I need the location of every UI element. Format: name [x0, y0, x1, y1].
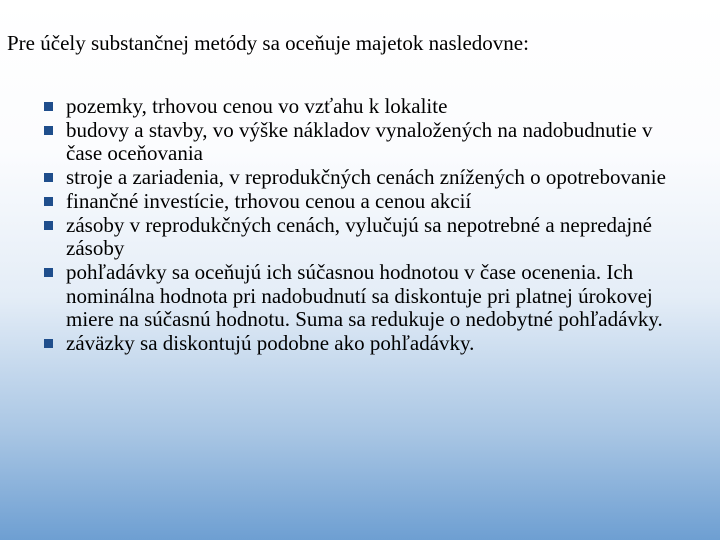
- bullet-text: záväzky sa diskontujú podobne ako pohľadávky.: [66, 331, 475, 356]
- square-bullet-icon: [44, 221, 53, 230]
- square-bullet-icon: [44, 102, 53, 111]
- bullet-text: finančné investície, trhovou cenou a cenou akcií: [66, 188, 472, 213]
- bullet-text: zásoby v reprodukčných cenách, vylučujú sa nepotrebné a nepredajné zásoby: [66, 212, 653, 261]
- bullet-item-stroje: [44, 166, 684, 190]
- bullet-list: [44, 95, 684, 356]
- bullet-text: budovy a stavby, vo výške nákladov vynaložených na nadobudnutie v čase oceňovania: [66, 117, 653, 166]
- square-bullet-icon: [44, 268, 53, 277]
- slide-heading: Pre účely substančnej metódy sa oceňuje majetok nasledovne:: [7, 31, 529, 55]
- bullet-text: pohľadávky sa oceňujú ich súčasnou hodnotou v čase ocenenia. Ich nominálna hodnota pri nadobudnutí sa diskontuje pri platnej úrokovej miere na súčasnú hodnotu. Suma sa redukuje o nedobytné pohľadávky.: [66, 259, 663, 332]
- bullet-text: stroje a zariadenia, v reprodukčných cenách znížených o opotrebovanie: [66, 165, 666, 190]
- bullet-item-pohladavky: [44, 261, 684, 332]
- bullet-item-pozemky: [44, 95, 684, 119]
- bullet-item-zavazky: [44, 332, 684, 356]
- bullet-item-zasoby: [44, 214, 684, 261]
- bullet-item-financne-investicie: [44, 190, 684, 214]
- square-bullet-icon: [44, 339, 53, 348]
- square-bullet-icon: [44, 173, 53, 182]
- bullet-item-budovy: [44, 119, 684, 166]
- square-bullet-icon: [44, 126, 53, 135]
- bullet-text: pozemky, trhovou cenou vo vzťahu k lokalite: [66, 94, 448, 118]
- square-bullet-icon: [44, 197, 53, 206]
